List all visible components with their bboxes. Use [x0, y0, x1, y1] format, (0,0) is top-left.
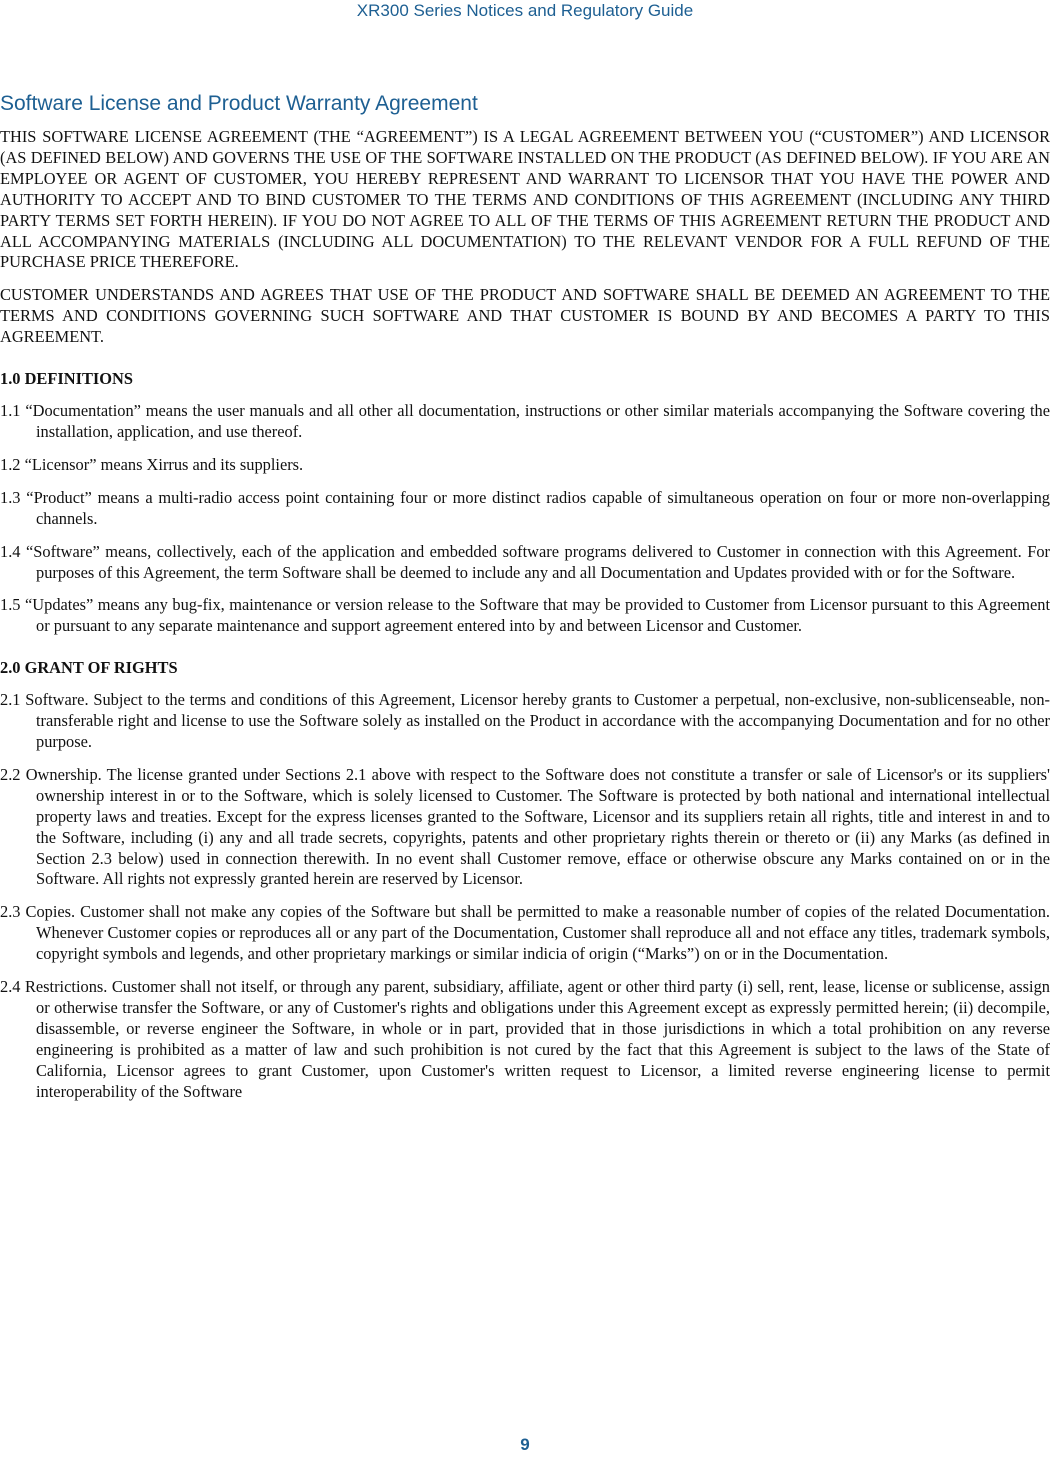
section-heading: 2.0 GRANT OF RIGHTS	[0, 658, 178, 678]
clause-item: 1.4 “Software” means, collectively, each of the application and embedded software programs delivered to Customer in connection with this Agreement. For purposes of this Agreement, the term Software shall be deemed to include any and all Documentation and Updates provided with or for the Software.	[0, 541, 1050, 582]
clause-item: 1.5 “Updates” means any bug-fix, maintenance or version release to the Software that may be provided to Customer from Licensor pursuant to this Agreement or pursuant to any separate maintenance and support agreement entered into by and between Licensor and Customer.	[0, 595, 1050, 636]
running-header: XR300 Series Notices and Regulatory Guide	[356, 1, 694, 20]
clause-item: 2.3 Copies. Customer shall not make any copies of the Software but shall be permitted to make a reasonable number of copies of the related Documentation. Whenever Customer copies or reproduces all or any part of the Documentation, Customer shall reproduce all and not efface any titles, trademark symbols, copyright symbols and legends, and other proprietary markings or similar indicia of origin (“Marks”) on or in the Documentation.	[0, 902, 1050, 964]
section-heading: 1.0 DEFINITIONS	[0, 369, 133, 389]
clause-item: 2.1 Software. Subject to the terms and conditions of this Agreement, Licensor hereby grants to Customer a perpetual, non-exclusive, non-sublicenseable, non-transferable right and license to use the Software solely as installed on the Product in accordance with the accompanying Documentation and for no other purpose.	[0, 690, 1050, 752]
clause-item: 1.3 “Product” means a multi-radio access point containing four or more distinct radios capable of simultaneous operation on four or more non-overlapping channels.	[0, 487, 1050, 528]
clause-item: 2.4 Restrictions. Customer shall not itself, or through any parent, subsidiary, affiliate, agent or other third party (i) sell, rent, lease, license or sublicense, assign or otherwise transfer the Software, or any of Customer's rights and obligations under this Agreement except as expressly permitted herein; (ii) decompile, disassemble, or reverse engineer the Software, in whole or in part, provided that in those jurisdictions in which a total prohibition on any reverse engineering is prohibited as a matter of law and such prohibition is not cured by the fact that this Agreement is subject to the laws of the State of California, Licensor agrees to grant Customer, upon Customer's written request to Licensor, a limited reverse engineering license to permit interoperability of the Software	[0, 977, 1050, 1101]
document-body	[0, 90, 1050, 1115]
clause-item: 2.2 Ownership. The license granted under Sections 2.1 above with respect to the Software does not constitute a transfer or sale of Licensor's or its suppliers' ownership interest in or to the Software, which is solely licensed to Customer. The Software is protected by both national and international intellectual property laws and treaties. Except for the express licenses granted to the Software, Licensor and its suppliers retain all rights, title and interest in and to the Software, including (i) any and all trade secrets, copyrights, patents and other proprietary rights therein or thereto or (ii) any Marks (as defined in Section 2.3 below) used in connection therewith. In no event shall Customer remove, efface or otherwise obscure any Marks contained on or in the Software. All rights not expressly granted herein are reserved by Licensor.	[0, 764, 1050, 889]
clause-item: 1.1 “Documentation” means the user manuals and all other all documentation, instructions or other similar materials accompanying the Software covering the installation, application, and use thereof.	[0, 401, 1050, 441]
page-number: 9	[520, 1435, 530, 1454]
section-definitions	[0, 368, 1050, 637]
section-grant-of-rights	[0, 657, 1050, 1102]
intro-paragraph: CUSTOMER UNDERSTANDS AND AGREES THAT USE OF THE PRODUCT AND SOFTWARE SHALL BE DEEMED AN AGREEMENT TO THE TERMS AND CONDITIONS GOVERNING SUCH SOFTWARE AND THAT CUSTOMER IS BOUND BY AND BECOMES A PARTY TO THIS AGREEMENT.	[0, 285, 1050, 347]
intro-paragraph: THIS SOFTWARE LICENSE AGREEMENT (THE “AGREEMENT”) IS A LEGAL AGREEMENT BETWEEN YOU (“CUSTOMER”) AND LICENSOR (AS DEFINED BELOW) AND GOVERNS THE USE OF THE SOFTWARE INSTALLED ON THE PRODUCT (AS DEFINED BELOW). IF YOU ARE AN EMPLOYEE OR AGENT OF CUSTOMER, YOU HEREBY REPRESENT AND WARRANT TO LICENSOR THAT YOU HAVE THE POWER AND AUTHORITY TO ACCEPT AND TO BIND CUSTOMER TO THE TERMS AND CONDITIONS OF THIS AGREEMENT (INCLUDING ANY THIRD PARTY TERMS SET FORTH HEREIN). IF YOU DO NOT AGREE TO ALL OF THE TERMS OF THIS AGREEMENT RETURN THE PRODUCT AND ALL ACCOMPANYING MATERIALS (INCLUDING ALL DOCUMENTATION) TO THE RELEVANT VENDOR FOR A FULL REFUND OF THE PURCHASE PRICE THEREFORE.	[0, 127, 1050, 272]
clause-item: 1.2 “Licensor” means Xirrus and its suppliers.	[0, 454, 304, 474]
document-title: Software License and Product Warranty Agreement	[0, 92, 478, 115]
